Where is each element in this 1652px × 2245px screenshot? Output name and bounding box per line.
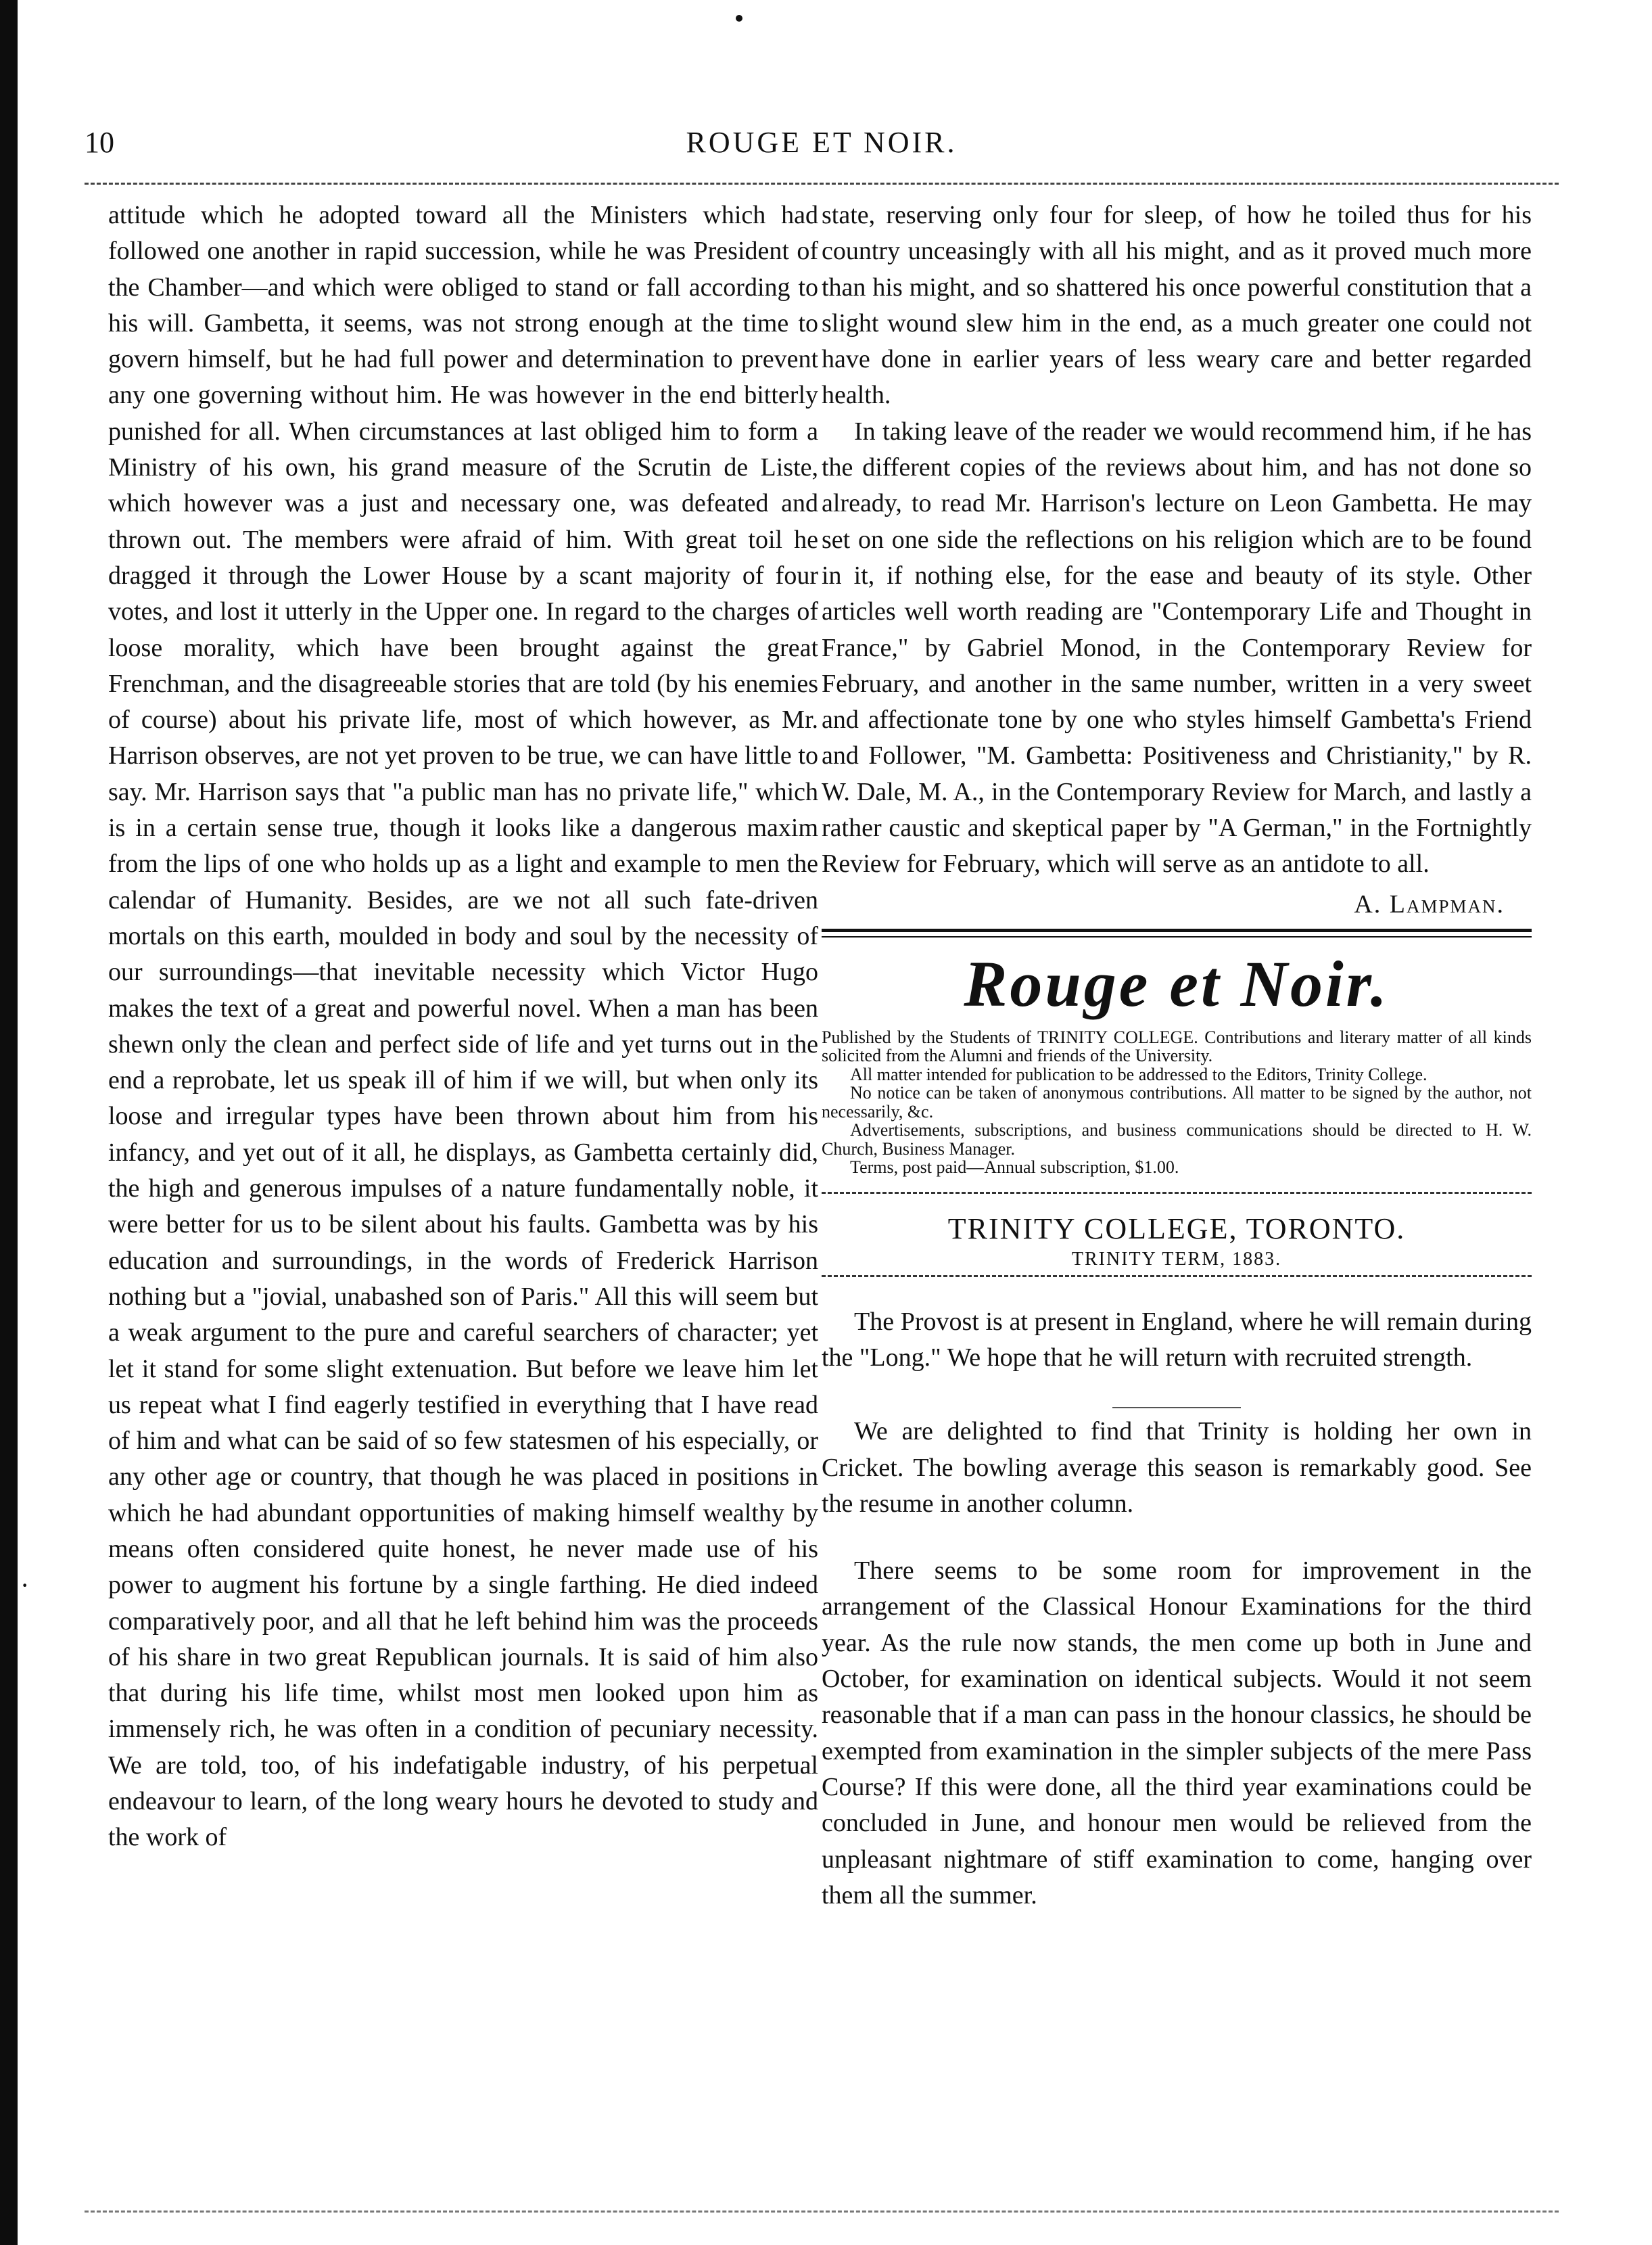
publication-notices xyxy=(822,1028,1532,1177)
notice: No notice can be taken of anonymous contributions. All matter to be signed by the author, not necessarily, &c. xyxy=(822,1083,1532,1121)
editorial-paragraph: We are delighted to find that Trinity is holding her own in Cricket. The bowling average this season is remarkably good. See the resume in another column. xyxy=(822,1417,1532,1518)
divider-rule xyxy=(822,936,1532,938)
section-title: TRINITY COLLEGE, TORONTO. xyxy=(947,1211,1406,1245)
scan-edge-shadow xyxy=(0,0,18,2245)
bottom-rule xyxy=(85,2211,1559,2213)
divider-rule xyxy=(822,929,1532,932)
notice: Terms, post paid—Annual subscription, $1.00. xyxy=(850,1157,1179,1178)
right-column xyxy=(822,198,1532,1914)
notice: Published by the Students of TRINITY COLLEGE. Contributions and literary matter of all kinds solicited from the Alumni and friends of the University. xyxy=(822,1027,1532,1066)
article-paragraph: In taking leave of the reader we would recommend him, if he has the different copies of the reviews about him, and has not done so already, to read Mr. Harrison's lecture on Leon Gambetta. He may set on one side the reflections on his religion which are to be found in it, if nothing else, for the ease and beauty of its style. Other articles well worth reading are "Contemporary Life and Thought in France," by Gabriel Monod, in the Contemporary Review for February, and another in the same number, written in a very sweet and affectionate tone by one who styles himself Gambetta's Friend and Follower, "M. Gambetta: Positiveness and Christianity," by R. W. Dale, M. A., in the Contemporary Review for March, and lastly a rather caustic and skeptical paper by "A German," in the Fortnightly Review for February, which will serve as an antidote to all. xyxy=(822,417,1532,879)
running-title: ROUGE ET NOIR. xyxy=(686,126,958,159)
left-column xyxy=(108,198,818,1856)
masthead: Rouge et Noir. xyxy=(964,947,1390,1020)
notice: Advertisements, subscriptions, and business communications should be directed to H. W. Church, Business Manager. xyxy=(822,1120,1532,1159)
author-signature: A. Lampman. xyxy=(1354,889,1505,919)
header-rule xyxy=(85,183,1559,185)
page-header xyxy=(85,125,1559,172)
page-number: 10 xyxy=(85,126,114,159)
notice: All matter intended for publication to be addressed to the Editors, Trinity College. xyxy=(850,1064,1427,1084)
article-paragraph: state, reserving only four for sleep, of how he toiled thus for his country unceasingly with all his might, and as it proved much more than his might, and so shattered his once powerful constitution that a slight wound slew him in the end, as a much greater one could not have done in earlier years of less weary care and better regarded health. xyxy=(822,201,1532,410)
editorial-paragraph: There seems to be some room for improvement in the arrangement of the Classical Honour Examinations for the third year. As the rule now stands, the men come up both in June and October, for examination on identical subjects. Would it not seem reasonable that if a man can pass in the honour classics, he should be exempted from examination in the simpler subjects of the mere Pass Course? If this were done, all the third year examinations could be concluded in June, and honour men would be relieved from the unpleasant nightmare of stiff examination to come, hanging over them all the summer. xyxy=(822,1556,1532,1910)
ink-dot xyxy=(736,15,742,22)
section-subtitle: TRINITY TERM, 1883. xyxy=(1071,1248,1282,1270)
editorial-paragraph: The Provost is at present in England, where he will remain during the "Long." We hope that he will return with recruited strength. xyxy=(822,1307,1532,1372)
divider-rule xyxy=(822,1192,1532,1194)
article-continuation: attitude which he adopted toward all the Ministers which had followed one another in rapid succession, while he was President of the Chamber—and which were obliged to stand or fall according to his will. Gambetta, it seems, was not strong enough at the time to govern himself, but he had full power and determination to prevent any one governing without him. He was however in the end bitterly punished for all. When circumstances at last obliged him to form a Ministry of his own, his grand measure of the Scrutin de Liste, which however was a just and necessary one, was defeated and thrown out. The members were afraid of him. With great toil he dragged it through the Lower House by a scant majority of four votes, and lost it utterly in the Upper one. In regard to the charges of loose morality, which have been brought against the great Frenchman, and the disagreeable stories that are told (by his enemies of course) about his private life, most of which however, as Mr. Harrison observes, are not yet proven to be true, we can have little to say. Mr. Harrison says that "a public man has no private life," which is in a certain sense true, though it looks like a dangerous maxim from the lips of one who holds up as a light and example to men the calendar of Humanity. Besides, are we not all such fate-driven mortals on this earth, moulded in body and soul by the necessity of our surroundings—that inevitable necessity which Victor Hugo makes the text of a great and powerful novel. When a man has been shewn only the clean and perfect side of life and yet turns out in the end a reprobate, let us speak ill of him if we will, but when only its loose and irregular types have been thrown about him from his infancy, and yet out of it all, he displays, as Gambetta certainly did, the high and generous impulses of a nature fundamentally noble, it were better for us to be silent about his faults. Gambetta was by his education and surroundings, in the words of Frederick Harrison nothing but a "jovial, unabashed son of Paris." All this will seem but a weak argument to the pure and careful searchers of character; yet let it stand for some slight extenuation. But before we leave him let us repeat what I find eagerly testified in everything that I have read of him and what can be said of so few statesmen of his especially, or any other age or country, that though he was placed in positions in which he had abundant opportunities of making himself wealthy by means often considered quite honest, he never made use of his power to augment his fortune by a single farthing. He died indeed comparatively poor, and all that he left behind him was the proceeds of his share in two great Republican journals. It is said of him also that during his life time, whilst most men looked upon him as immensely rich, he was often in a condition of pecuniary necessity. We are told, too, of his indefatigable industry, of his perpetual endeavour to learn, of the long weary hours he devoted to study and the work of xyxy=(108,201,818,1852)
margin-mark: · xyxy=(20,1570,30,1600)
